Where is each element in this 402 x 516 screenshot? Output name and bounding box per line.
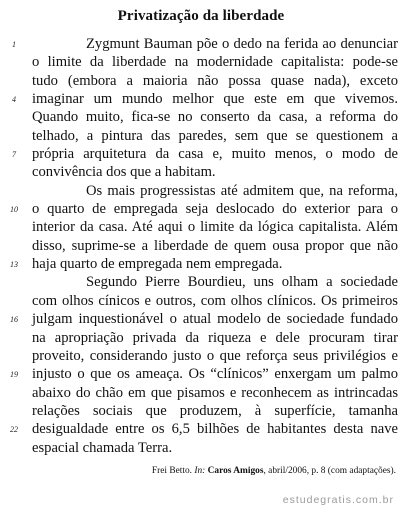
line-text: própria arquitetura da casa e, muito menos, o modo de — [32, 146, 398, 163]
line-text: julgam inquestionável o atual modelo de sociedade fundado — [32, 311, 398, 328]
text-line — [32, 127, 398, 145]
line-number: 16 — [10, 315, 18, 325]
text-line — [32, 218, 398, 236]
line-number: 4 — [12, 95, 16, 105]
text-line — [32, 347, 398, 365]
text-line — [32, 402, 398, 420]
source-in-label: In: — [194, 466, 206, 476]
text-line — [12, 35, 398, 53]
line-number: 22 — [10, 425, 18, 435]
line-text: Zygmunt Bauman põe o dedo na ferida ao denunciar — [86, 36, 398, 52]
text-line — [32, 53, 398, 71]
line-number: 7 — [12, 150, 16, 160]
line-text: espacial chamada Terra. — [32, 439, 173, 456]
text-line — [32, 182, 398, 200]
document-title: Privatização da liberdade — [117, 8, 285, 24]
line-text: proveito, considerando justo o que reforça seus privilégios e — [32, 347, 398, 364]
line-text: injusto o que os ameaça. Os “clínicos” enxergam um palmo — [32, 366, 398, 383]
line-text: na apropriação privada da riqueza e dele procuram tirar — [32, 329, 398, 346]
text-line — [10, 310, 398, 328]
line-number: 10 — [10, 205, 18, 215]
line-number: 1 — [12, 40, 16, 49]
text-line — [32, 439, 398, 457]
line-text: tudo (embora a maioria não possa quase nada), exceto — [32, 72, 398, 89]
line-text: desigualdade entre os 6,5 bilhões de habitantes desta nave — [32, 421, 398, 438]
text-line — [12, 145, 398, 163]
line-number: 13 — [10, 260, 18, 270]
text-line — [32, 273, 398, 291]
text-line — [10, 420, 398, 438]
line-number: 19 — [10, 370, 18, 380]
line-text: imaginar um mundo melhor que este em que vivemos. — [32, 91, 398, 108]
text-line — [32, 384, 398, 402]
text-line — [32, 108, 398, 126]
line-text: Segundo Pierre Bourdieu, uns olham a sociedade — [86, 274, 398, 291]
source-author: Frei Betto. — [151, 466, 193, 476]
line-text: com olhos cínicos e outros, com olhos clínicos. Os primeiros — [32, 292, 398, 309]
text-line — [10, 255, 398, 273]
line-text: disso, suprime-se a liberdade de quem ousa propor que não — [32, 237, 398, 254]
text-line — [32, 72, 398, 90]
line-text: Quando muito, fica-se no conserto da casa, a reforma do — [32, 109, 398, 126]
text-line — [10, 365, 398, 383]
line-text: telhado, a pintura das paredes, sem que se questionem a — [32, 127, 398, 144]
text-line — [32, 237, 398, 255]
line-text: convivência dos que a habitam. — [32, 164, 216, 181]
text-line — [32, 329, 398, 347]
source-publication: Caros Amigos — [207, 466, 264, 476]
line-text: haja quarto de empregada nem empregada. — [32, 256, 283, 273]
source-citation — [152, 466, 396, 476]
line-text: abaixo do chão em que pisamos e reconhecem as intrincadas — [32, 384, 398, 401]
article-body — [10, 35, 398, 457]
text-line — [32, 292, 398, 310]
watermark: estudegratis.com.br — [282, 494, 394, 506]
line-text: relações sociais que produzem, à superfície, tamanha — [32, 402, 398, 419]
text-line — [12, 90, 398, 108]
text-line — [10, 200, 398, 218]
line-text: o quarto de empregada seja deslocado do exterior para o — [32, 201, 398, 218]
source-details: , abril/2006, p. 8 (com adaptações). — [263, 466, 396, 476]
text-line — [32, 163, 398, 181]
line-text: interior da casa. Até aqui o limite da lógica capitalista. Além — [32, 219, 398, 236]
line-text: o limite da liberdade na modernidade capitalista: pode-se — [32, 54, 398, 71]
line-text: Os mais progressistas até admitem que, na reforma, — [86, 182, 398, 199]
